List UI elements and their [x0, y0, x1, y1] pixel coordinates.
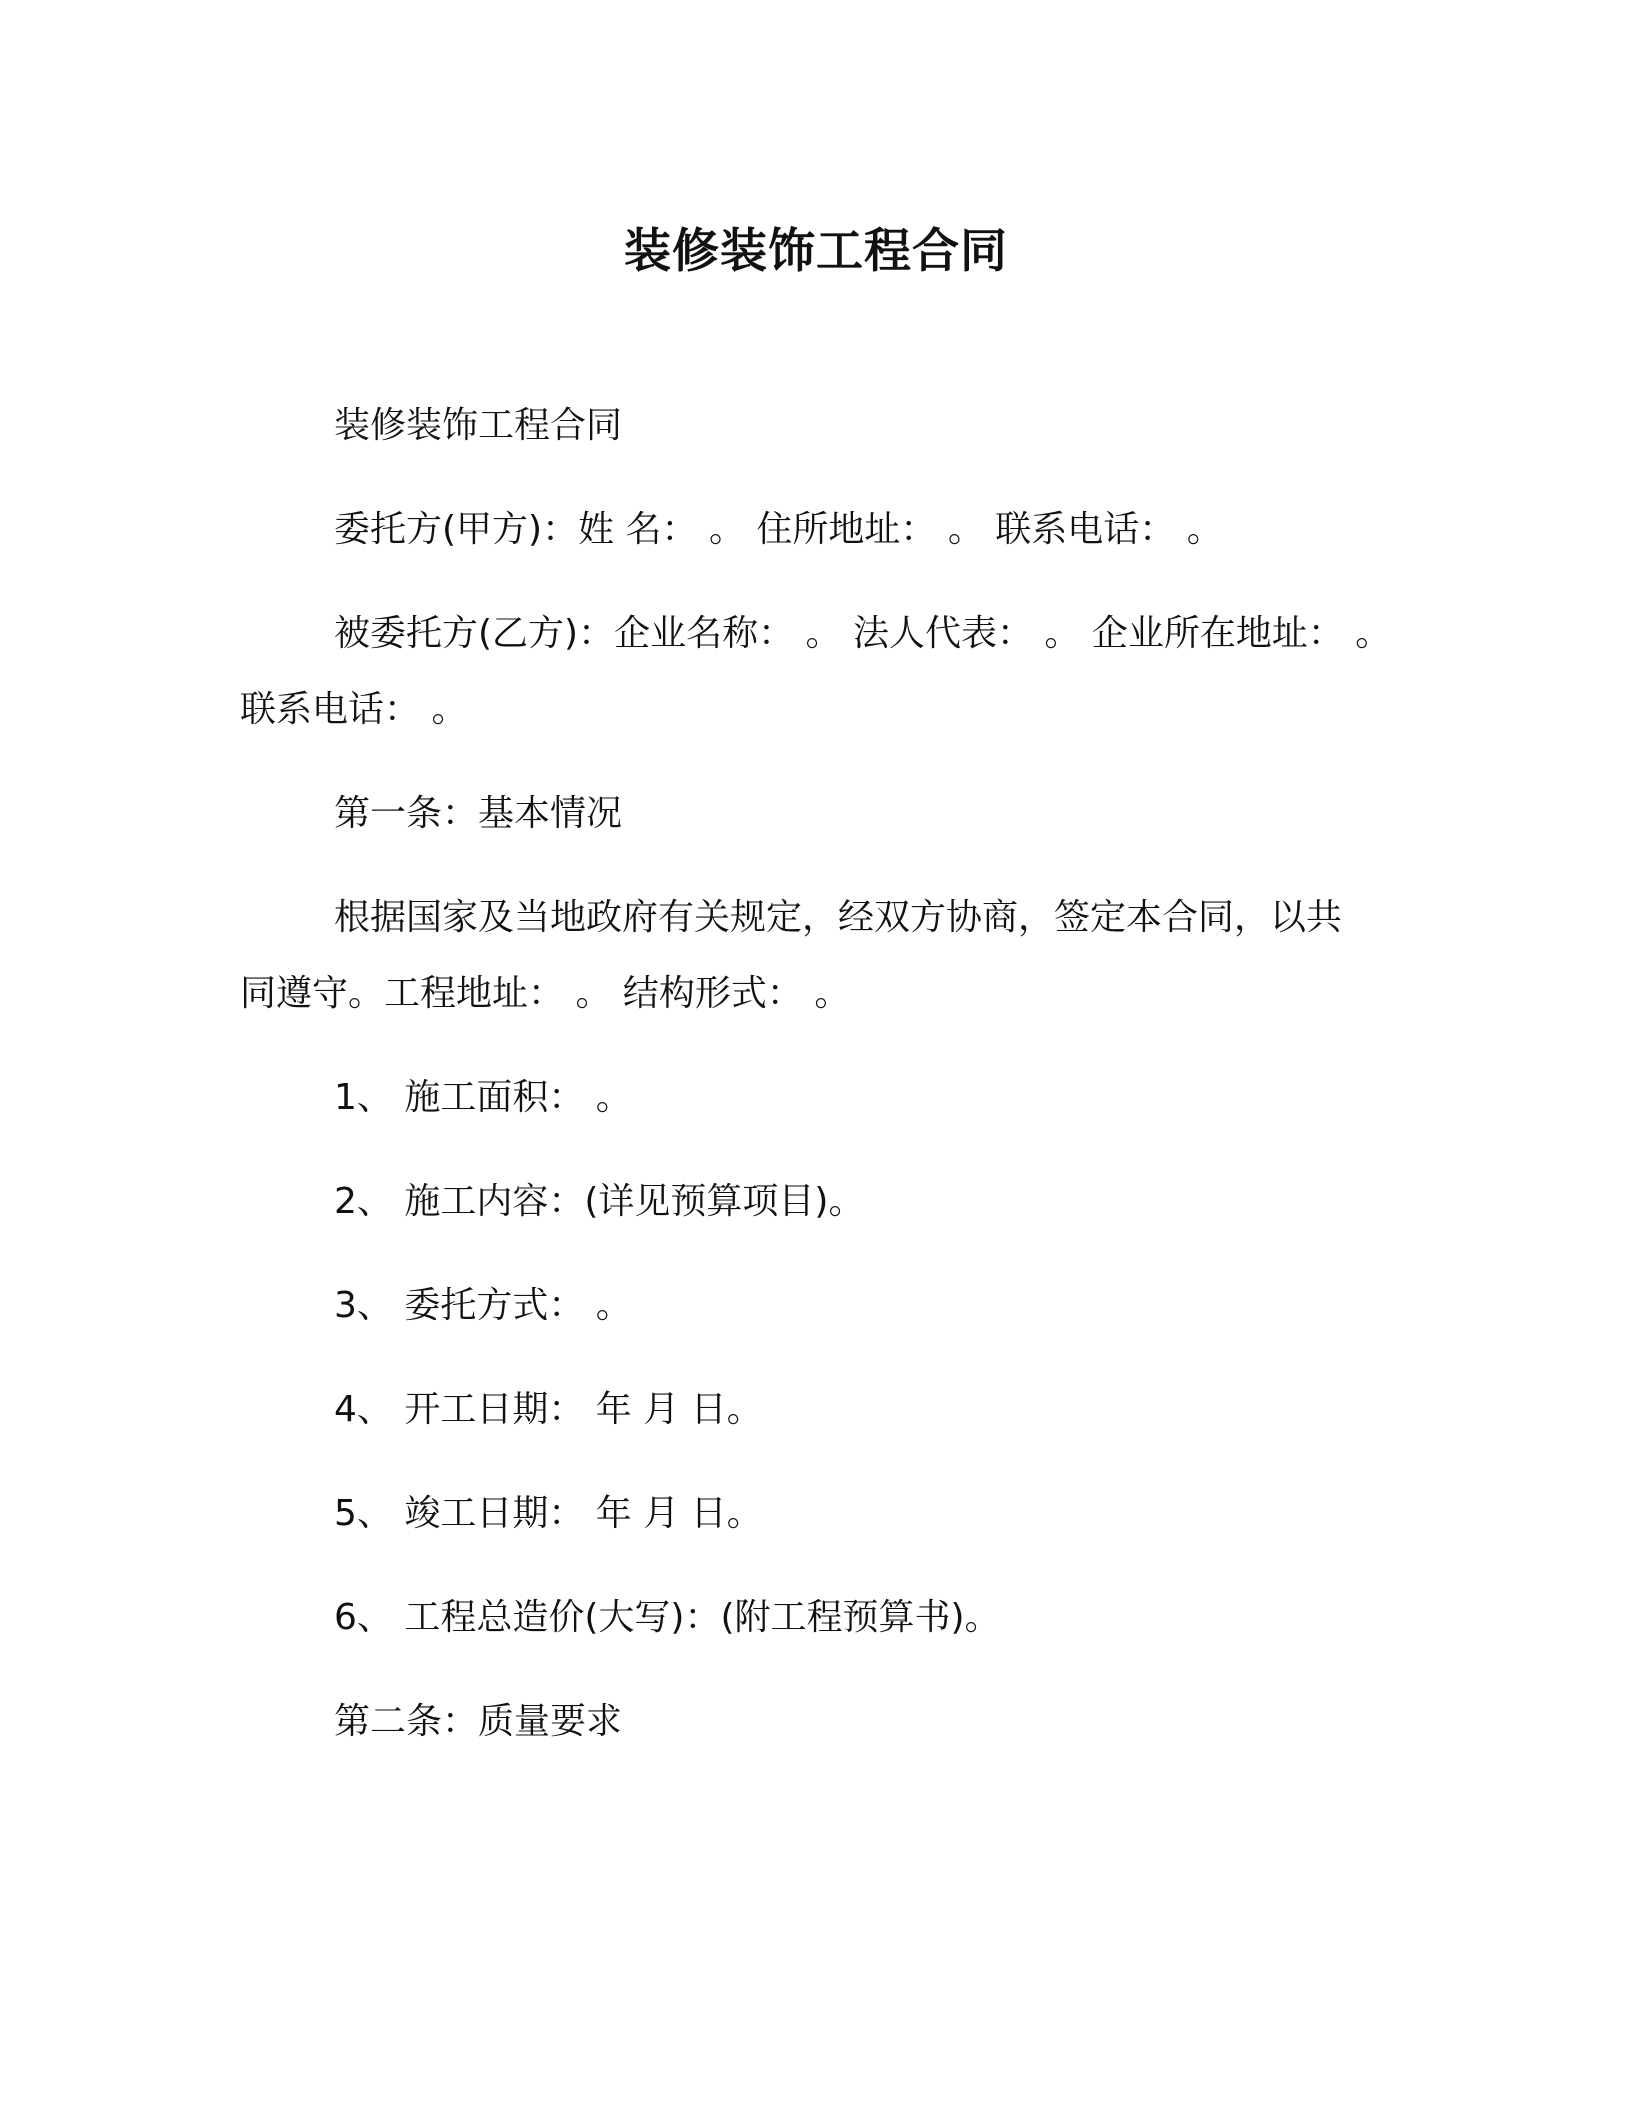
list-item-method: 3、 委托方式： 。 [334, 1285, 632, 1326]
paragraph-party-a: 委托方(甲方)：姓 名： 。 住所地址： 。 联系电话： 。 [334, 509, 1223, 550]
paragraph-heading: 装修装饰工程合同 [334, 405, 623, 446]
list-item-end-date: 5、 竣工日期： 年 月 日。 [334, 1493, 763, 1534]
paragraph-party-b-phone: 联系电话： 。 [240, 689, 468, 730]
list-item-area: 1、 施工面积： 。 [334, 1077, 632, 1118]
list-item-start-date: 4、 开工日期： 年 月 日。 [334, 1389, 763, 1430]
article-two-heading: 第二条：质量要求 [334, 1701, 623, 1742]
document-title: 装修装饰工程合同 [624, 224, 1008, 279]
list-item-content: 2、 施工内容：(详见预算项目)。 [334, 1181, 865, 1222]
paragraph-basis-line-1: 根据国家及当地政府有关规定，经双方协商，签定本合同，以共 [334, 897, 1343, 938]
paragraph-basis-line-2: 同遵守。工程地址： 。 结构形式： 。 [240, 973, 851, 1014]
list-item-total-cost: 6、 工程总造价(大写)：(附工程预算书)。 [334, 1597, 1001, 1638]
paragraph-party-b: 被委托方(乙方)：企业名称： 。 法人代表： 。 企业所在地址： 。 [334, 613, 1392, 654]
article-one-heading: 第一条：基本情况 [334, 793, 623, 834]
